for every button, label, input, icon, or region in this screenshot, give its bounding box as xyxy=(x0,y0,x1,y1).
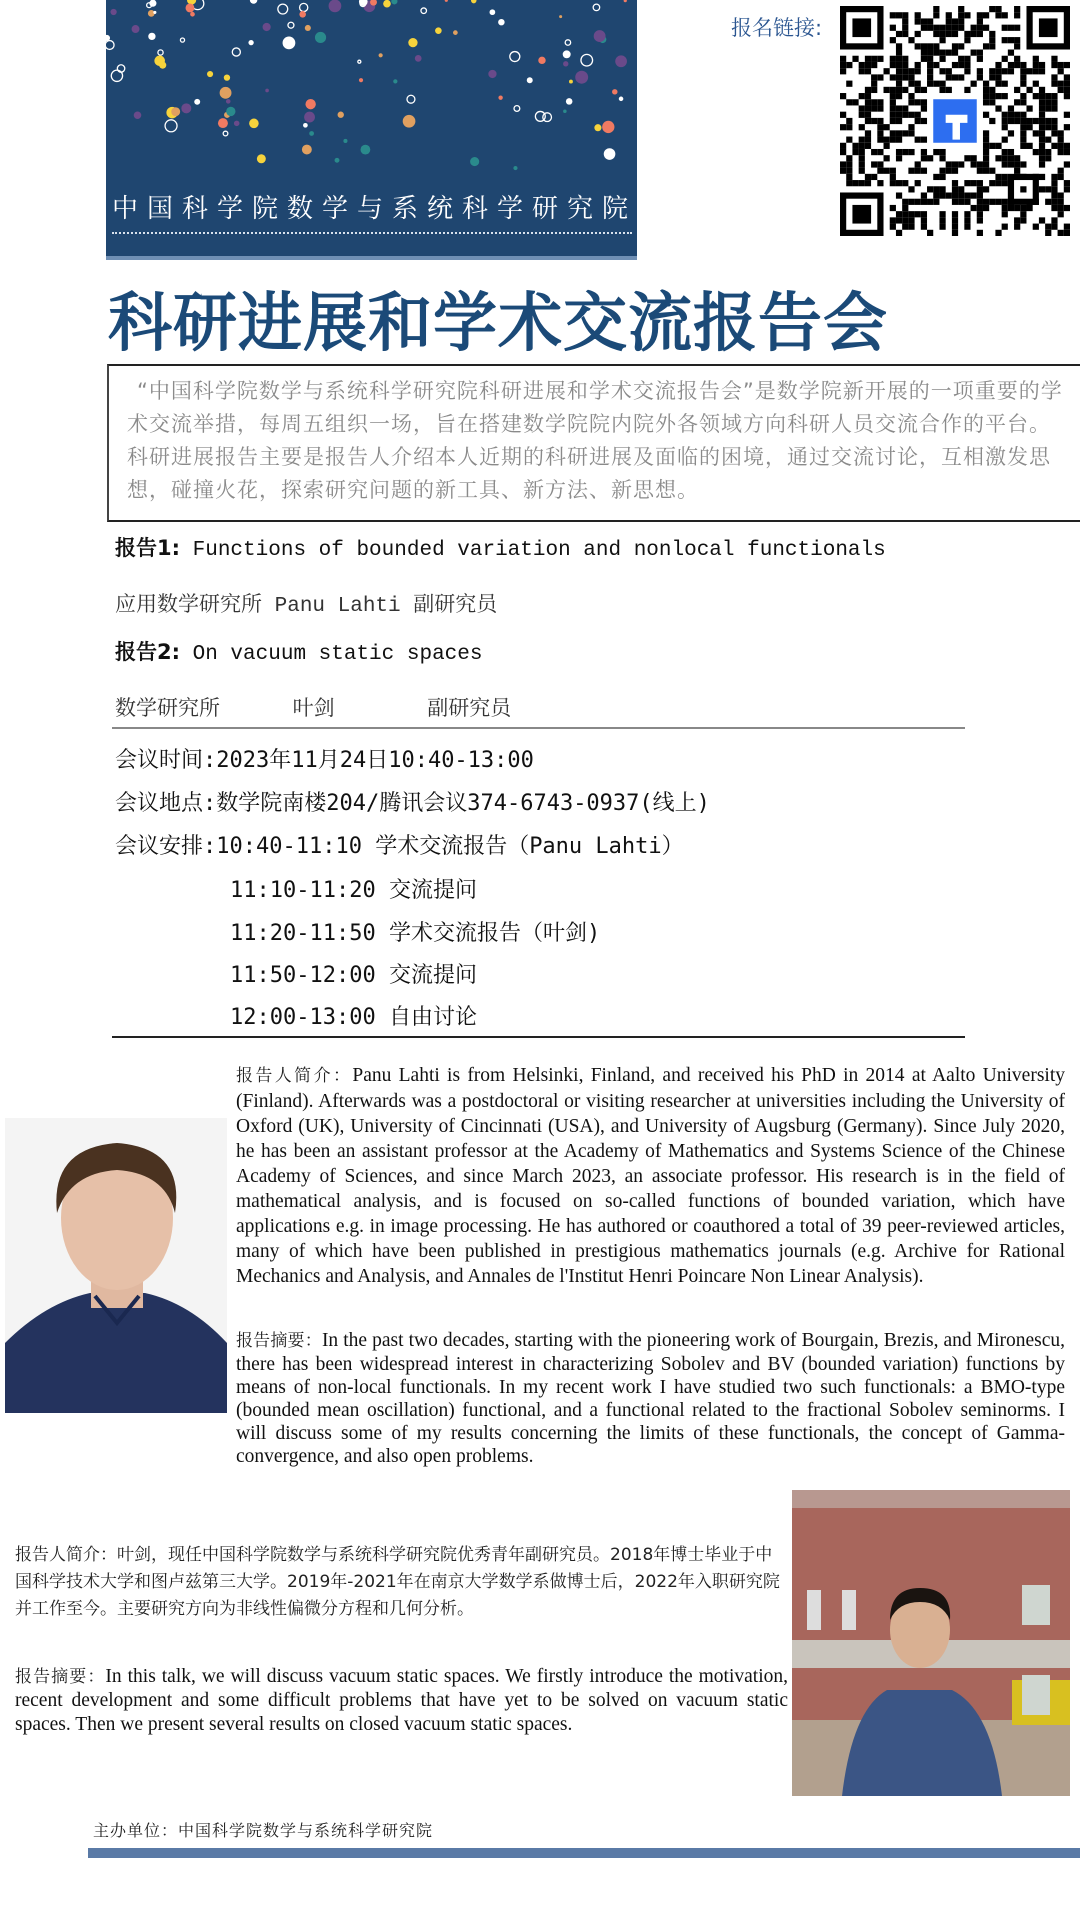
talk1-label: 报告1: xyxy=(115,536,181,560)
confetti-dot xyxy=(563,50,571,58)
confetti-dot xyxy=(194,99,200,105)
confetti-dot xyxy=(575,71,588,84)
confetti-dot xyxy=(594,124,601,131)
confetti-dot xyxy=(510,52,520,62)
confetti-dot xyxy=(132,25,140,33)
agenda-item: 10:40-11:10 学术交流报告（Panu Lahti） xyxy=(216,834,684,859)
confetti-dot xyxy=(134,111,142,119)
confetti-dot xyxy=(488,70,496,78)
confetti-dot xyxy=(309,131,314,136)
meeting-time-value: 2023年11月24日10:40-13:00 xyxy=(216,748,534,773)
confetti-dot xyxy=(470,157,479,166)
meeting-place-label: 会议地点: xyxy=(115,791,217,816)
confetti-dot xyxy=(619,97,624,102)
confetti-dot xyxy=(218,118,228,128)
confetti-dot xyxy=(538,57,545,64)
speaker1-bio xyxy=(236,1063,1065,1289)
confetti-dot xyxy=(329,0,342,12)
confetti-dot xyxy=(232,48,240,56)
confetti-dot xyxy=(299,11,306,18)
confetti-dot xyxy=(257,154,266,163)
banner-image xyxy=(106,0,637,260)
confetti-dot xyxy=(361,145,371,155)
confetti-dot xyxy=(335,158,340,163)
confetti-dot xyxy=(563,110,567,114)
confetti-dot xyxy=(593,4,600,11)
confetti-dot xyxy=(234,121,240,127)
confetti-dot xyxy=(220,87,232,99)
confetti-dot xyxy=(527,77,533,83)
confetti-dot xyxy=(453,30,458,35)
confetti-dot xyxy=(154,56,165,67)
confetti-dot xyxy=(223,131,228,136)
confetti-dot xyxy=(148,33,155,40)
confetti-dot xyxy=(566,98,573,105)
confetti-dot xyxy=(383,0,391,8)
confetti-dot xyxy=(303,123,308,128)
bio-text: 叶剑，现任中国科学院数学与系统科学研究院优秀青年副研究员。2018年博士毕业于中国科学技术大学和图卢兹第三大学。2019年-2021年在南京大学数学系做博士后，2022年入职研究院并工作至今。主要研究方向为非线性偏微分方程和几何分析。 xyxy=(15,1545,780,1619)
speaker2-photo xyxy=(792,1490,1070,1796)
confetti-dot xyxy=(391,0,397,4)
confetti-dot xyxy=(421,8,427,14)
abstract-text: In this talk, we will discuss vacuum static spaces. We firstly introduce the motivation, recent development and some difficult problems that have yet to be solved on vacuum static spaces. Then we present several results on closed vacuum static spaces. xyxy=(15,1666,789,1735)
speaker2-bio xyxy=(15,1542,788,1623)
confetti-dot xyxy=(602,121,614,133)
talk1-speaker-name: Panu Lahti xyxy=(274,595,401,618)
confetti-dot xyxy=(158,50,163,55)
confetti-dot xyxy=(615,55,627,67)
dotted-divider xyxy=(112,232,632,234)
talk2-title: On vacuum static spaces xyxy=(192,643,483,666)
confetti-dot xyxy=(278,4,288,14)
meeting-time xyxy=(115,743,534,774)
speaker1-abstract xyxy=(236,1329,1065,1468)
confetti-dot xyxy=(435,27,442,34)
abstract-text: In the past two decades, starting with the pioneering work of Bourgain, Brezis, and Mironescu, there has been widespread interest in characterizing Sobolev and BV (bounded variation) functions by means of non-local functionals. In my recent work I have studied two such functionals: a BMO-type (bounded mean oscillation) functional, and a functional related to the fractional Sobolev seminorms. I will discuss some of my results concerning the limits of these functionals, the concept of Gamma-convergence, and also open problems. xyxy=(236,1330,1066,1467)
confetti-dot xyxy=(181,103,191,113)
confetti-dot xyxy=(514,106,520,112)
person-portrait-icon xyxy=(5,1118,227,1413)
confetti-dot xyxy=(207,71,213,77)
footer-bar xyxy=(88,1848,1080,1858)
confetti-dot xyxy=(250,0,258,4)
confetti-dot xyxy=(535,111,545,121)
confetti-dot xyxy=(265,89,269,93)
banner-institute-name: 中国科学院数学与系统科学研究院 xyxy=(112,194,637,224)
confetti-dot xyxy=(249,119,259,129)
talk1-heading xyxy=(115,532,886,562)
confetti-dot xyxy=(190,12,195,17)
confetti-dot xyxy=(403,115,416,128)
confetti-dot xyxy=(513,166,517,170)
confetti-dot xyxy=(315,32,326,43)
confetti-dot xyxy=(604,148,616,160)
confetti-dot xyxy=(408,38,417,47)
talk2-speaker xyxy=(115,692,511,722)
person-portrait-icon xyxy=(792,1490,1070,1796)
talk2-speaker-name: 叶剑 xyxy=(292,699,335,722)
confetti-dot xyxy=(559,15,562,18)
talk2-heading xyxy=(115,636,482,666)
confetti-dot xyxy=(338,112,344,118)
confetti-dot xyxy=(358,60,361,63)
confetti-dot xyxy=(498,19,504,25)
agenda-item: 11:50-12:00 交流提问 xyxy=(230,963,477,988)
talk1-position: 副研究员 xyxy=(413,595,498,618)
confetti-dot xyxy=(393,79,397,83)
abstract-label: 报告摘要： xyxy=(236,1331,322,1351)
confetti-dot xyxy=(186,3,195,12)
confetti-dot xyxy=(569,80,573,84)
confetti-dot xyxy=(359,78,363,82)
speaker1-photo xyxy=(5,1118,227,1413)
agenda-item: 11:20-11:50 学术交流报告（叶剑) xyxy=(230,921,601,946)
meeting-time-label: 会议时间: xyxy=(115,748,217,773)
meeting-place xyxy=(115,786,710,817)
abstract-label: 报告摘要： xyxy=(15,1667,106,1687)
confetti-dot xyxy=(263,23,271,31)
confetti-dot xyxy=(612,89,617,94)
talk2-label: 报告2: xyxy=(115,640,181,664)
meeting-agenda xyxy=(115,829,684,860)
confetti-dot xyxy=(302,145,312,155)
confetti-dot xyxy=(407,95,415,103)
meeting-agenda-label: 会议安排: xyxy=(115,834,217,859)
confetti-dot xyxy=(106,41,114,50)
talk1-affiliation: 应用数学研究所 xyxy=(115,595,262,618)
intro-box xyxy=(107,364,1080,522)
confetti-dot xyxy=(624,0,627,2)
intro-text: “中国科学院数学与系统科学研究院科研进展和学术交流报告会”是数学院新开展的一项重要的学术交流举措，每周五组织一场，旨在搭建数学院院内院外各领域方向科研人员交流合作的平台。科研进展报告主要是报告人介绍本人近期的科研进展及面临的困境，通过交流讨论，互相激发思想，碰撞火花，探索研究问题的新工具、新方法、新思想。 xyxy=(127,379,1063,502)
confetti-dot xyxy=(565,40,570,45)
agenda-item: 11:10-11:20 交流提问 xyxy=(230,878,477,903)
confetti-dot xyxy=(304,112,315,123)
bio-label: 报告人简介： xyxy=(15,1545,117,1565)
confetti-dot xyxy=(226,107,235,116)
confetti-dot xyxy=(226,99,231,104)
confetti-dot xyxy=(165,120,177,132)
divider xyxy=(112,1036,965,1038)
page-title: 科研进展和学术交流报告会 xyxy=(108,287,888,361)
confetti-dot xyxy=(379,53,383,57)
registration-label: 报名链接: xyxy=(731,16,823,40)
confetti-dot xyxy=(180,38,184,42)
confetti-dot xyxy=(343,139,347,143)
confetti-dot xyxy=(248,40,253,45)
speaker2-abstract xyxy=(15,1665,788,1737)
talk2-affiliation: 数学研究所 xyxy=(115,699,220,722)
confetti-dot xyxy=(283,37,296,50)
confetti-dot xyxy=(490,9,496,15)
confetti-dot xyxy=(224,74,230,80)
talk2-position: 副研究员 xyxy=(427,699,512,722)
confetti-dot xyxy=(305,25,311,31)
bio-label: 报告人简介： xyxy=(236,1066,353,1086)
confetti-dot xyxy=(445,0,448,2)
meeting-place-value: 数学院南楼204/腾讯会议374-6743-0937(线上) xyxy=(216,791,710,816)
talk1-speaker xyxy=(115,588,497,618)
confetti-dot xyxy=(594,30,606,42)
confetti-dot xyxy=(153,11,156,14)
confetti-dot xyxy=(300,3,308,11)
bio-text: Panu Lahti is from Helsinki, Finland, and received his PhD in 2014 at Aalto University (Finland). Afterwards was a postdoctoral or visiting researcher at universities including the University of Oxford (UK), University of Cincinnati (USA), and University of Augsburg (Germany). Since July 2020, he has been an assistant professor at the Academy of Mathematics and Systems Science of the Chinese Academy of Sciences, and since March 2023, an associate professor. His research is in the field of mathematical analysis, and is focused on so-called functions of bounded variation, which have applications e.g. in image processing. He has authored or coauthored a total of 39 peer-reviewed articles, many of which have been published in prestigious mathematics journals (e.g. Archive for Rational Mechanics and Analysis, and Annales de l'Institut Henri Poincare Non Linear Analysis). xyxy=(236,1065,1065,1287)
registration-qr-code[interactable] xyxy=(840,6,1070,236)
confetti-dot xyxy=(563,61,568,66)
confetti-dot xyxy=(581,54,593,66)
confetti-dot xyxy=(305,99,315,109)
confetti-dot xyxy=(110,9,116,15)
confetti-dot xyxy=(171,107,180,116)
confetti-dot xyxy=(288,22,294,28)
divider xyxy=(112,727,965,729)
talk1-title: Functions of bounded variation and nonlocal functionals xyxy=(192,539,886,562)
confetti-dot xyxy=(498,95,502,99)
organizer-footer: 主办单位：中国科学院数学与系统科学研究院 xyxy=(93,1821,434,1840)
agenda-item: 12:00-13:00 自由讨论 xyxy=(230,1005,477,1030)
confetti-dot xyxy=(415,55,422,62)
confetti-dot xyxy=(471,0,476,3)
